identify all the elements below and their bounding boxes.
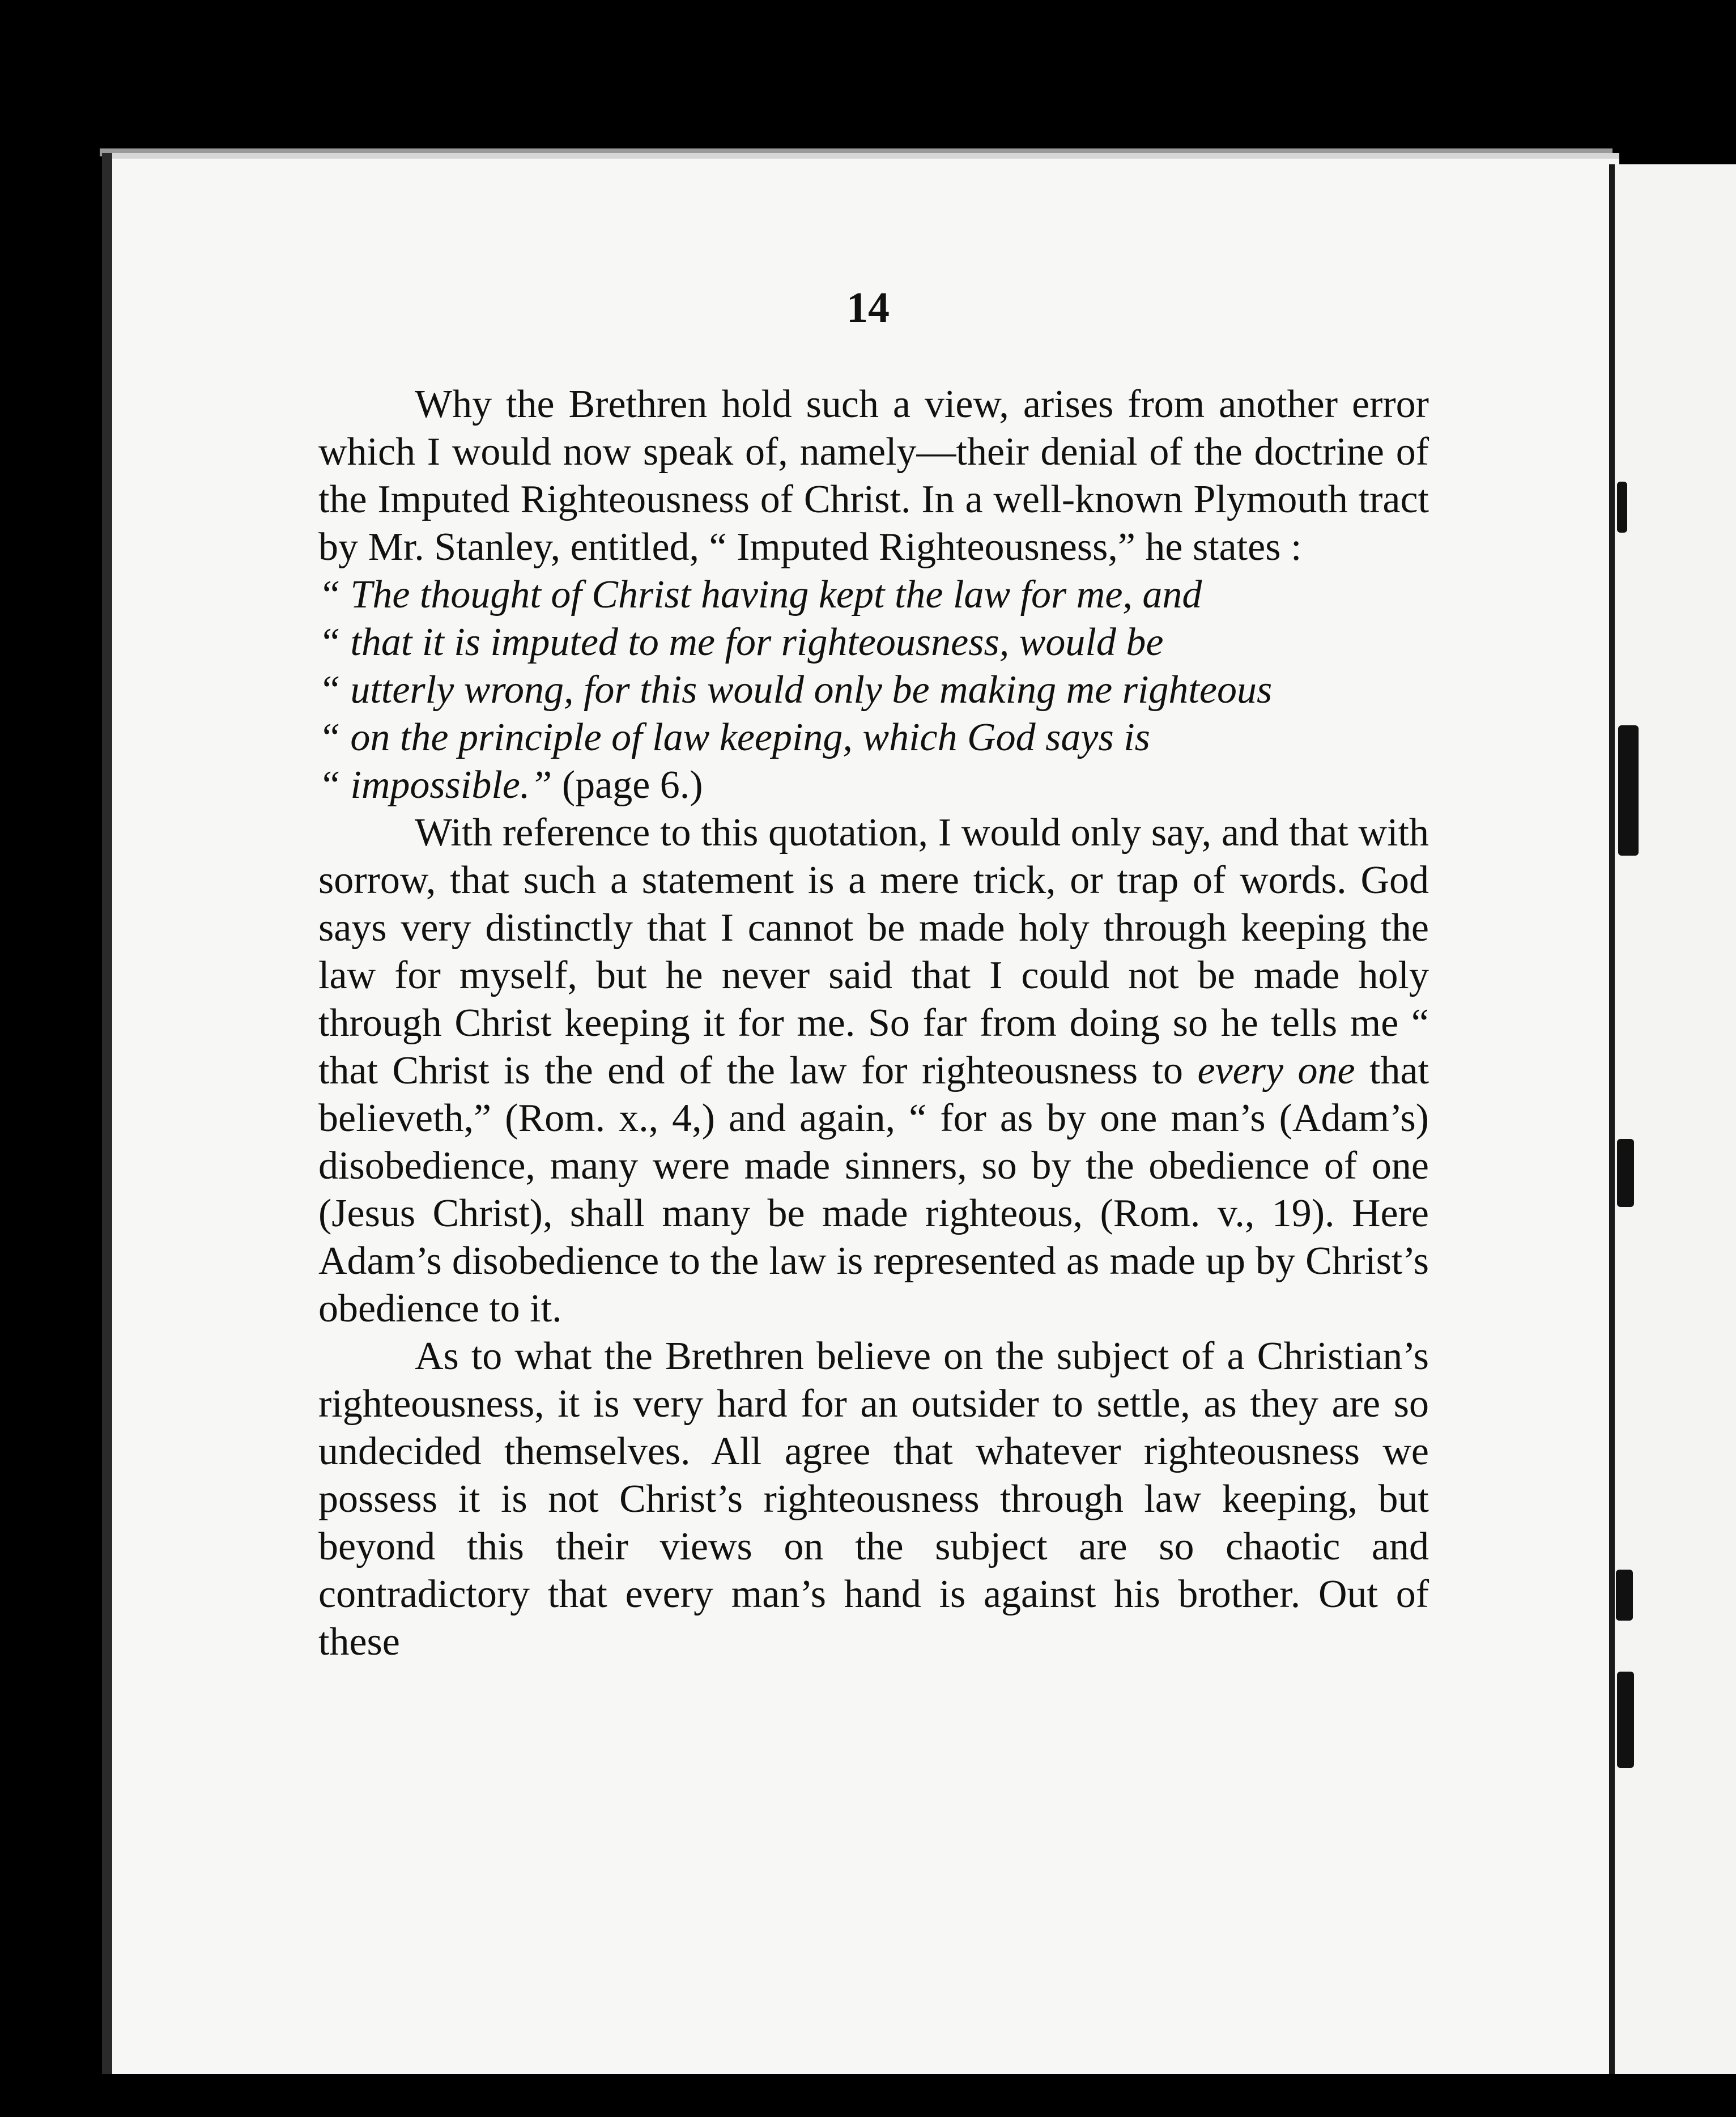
paragraph-1-intro: Why the Brethren hold such a view, arises from another error which I would now speak of, namely—their denial of the doctrine of the Imputed Righteousness of Christ. In a well-known Plymouth tract by Mr. Stanley, entitled, “ Imputed Righteousness,” he states :	[318, 382, 1429, 569]
quote-line-4: “ on the principle of law keeping, which God says is	[318, 716, 1150, 759]
binding-mark	[1616, 1570, 1633, 1621]
paragraph-2-italic: every one	[1197, 1049, 1355, 1092]
paragraph-1	[318, 381, 1429, 809]
paragraph-3: As to what the Brethren believe on the subject of a Christian’s righteousness, it is very hard for an outsider to settle, as they are so undecided themselves. All agree that whatever righteousness we possess it is not Christ’s righteousness through law keeping, but beyond this their views on the subject are so chaotic and contradictory that every man’s hand is against his brother. Out of these	[318, 1334, 1429, 1664]
paragraph-2-text-a: With reference to this quotation, I would only say, and that with sorrow, that such a statement is a mere trick, or trap of words. God says very distinctly that I cannot be made holy through keeping the law for myself, but he never said that I could not be made holy through Christ keeping it for me. So far from doing so he tells me “ that Christ is the end of the law for righteousness to	[318, 811, 1429, 1092]
page-number: 14	[846, 284, 890, 331]
quote-line-1: “ The thought of Christ having kept the law for me, and	[318, 573, 1202, 617]
paragraph-2-text-b: that believeth,” (Rom. x., 4,) and again, “ for as by one man’s (Adam’s) disobedience, many were made sinners, so by the obedience of one (Jesus Christ), shall many be made righteous, (Rom. v., 19). Here Adam’s disobedience to the law is represented as made up by Christ’s obedience to it.	[318, 1049, 1429, 1330]
quote-reference: (page 6.)	[552, 763, 703, 807]
binding-mark	[1618, 725, 1639, 856]
binding-mark	[1617, 1672, 1634, 1768]
quote-line-2: “ that it is imputed to me for righteousness, would be	[318, 620, 1164, 664]
binding-mark	[1617, 1139, 1634, 1207]
binding-mark	[1617, 482, 1627, 533]
paragraph-2	[318, 809, 1429, 1333]
body-text	[318, 381, 1429, 1666]
quote-last-italic: “ impossible.”	[318, 763, 552, 807]
adjacent-page-edge	[1609, 164, 1736, 2074]
quote-line-3: “ utterly wrong, for this would only be making me righteous	[318, 668, 1273, 712]
quote-line-5	[318, 762, 1429, 809]
